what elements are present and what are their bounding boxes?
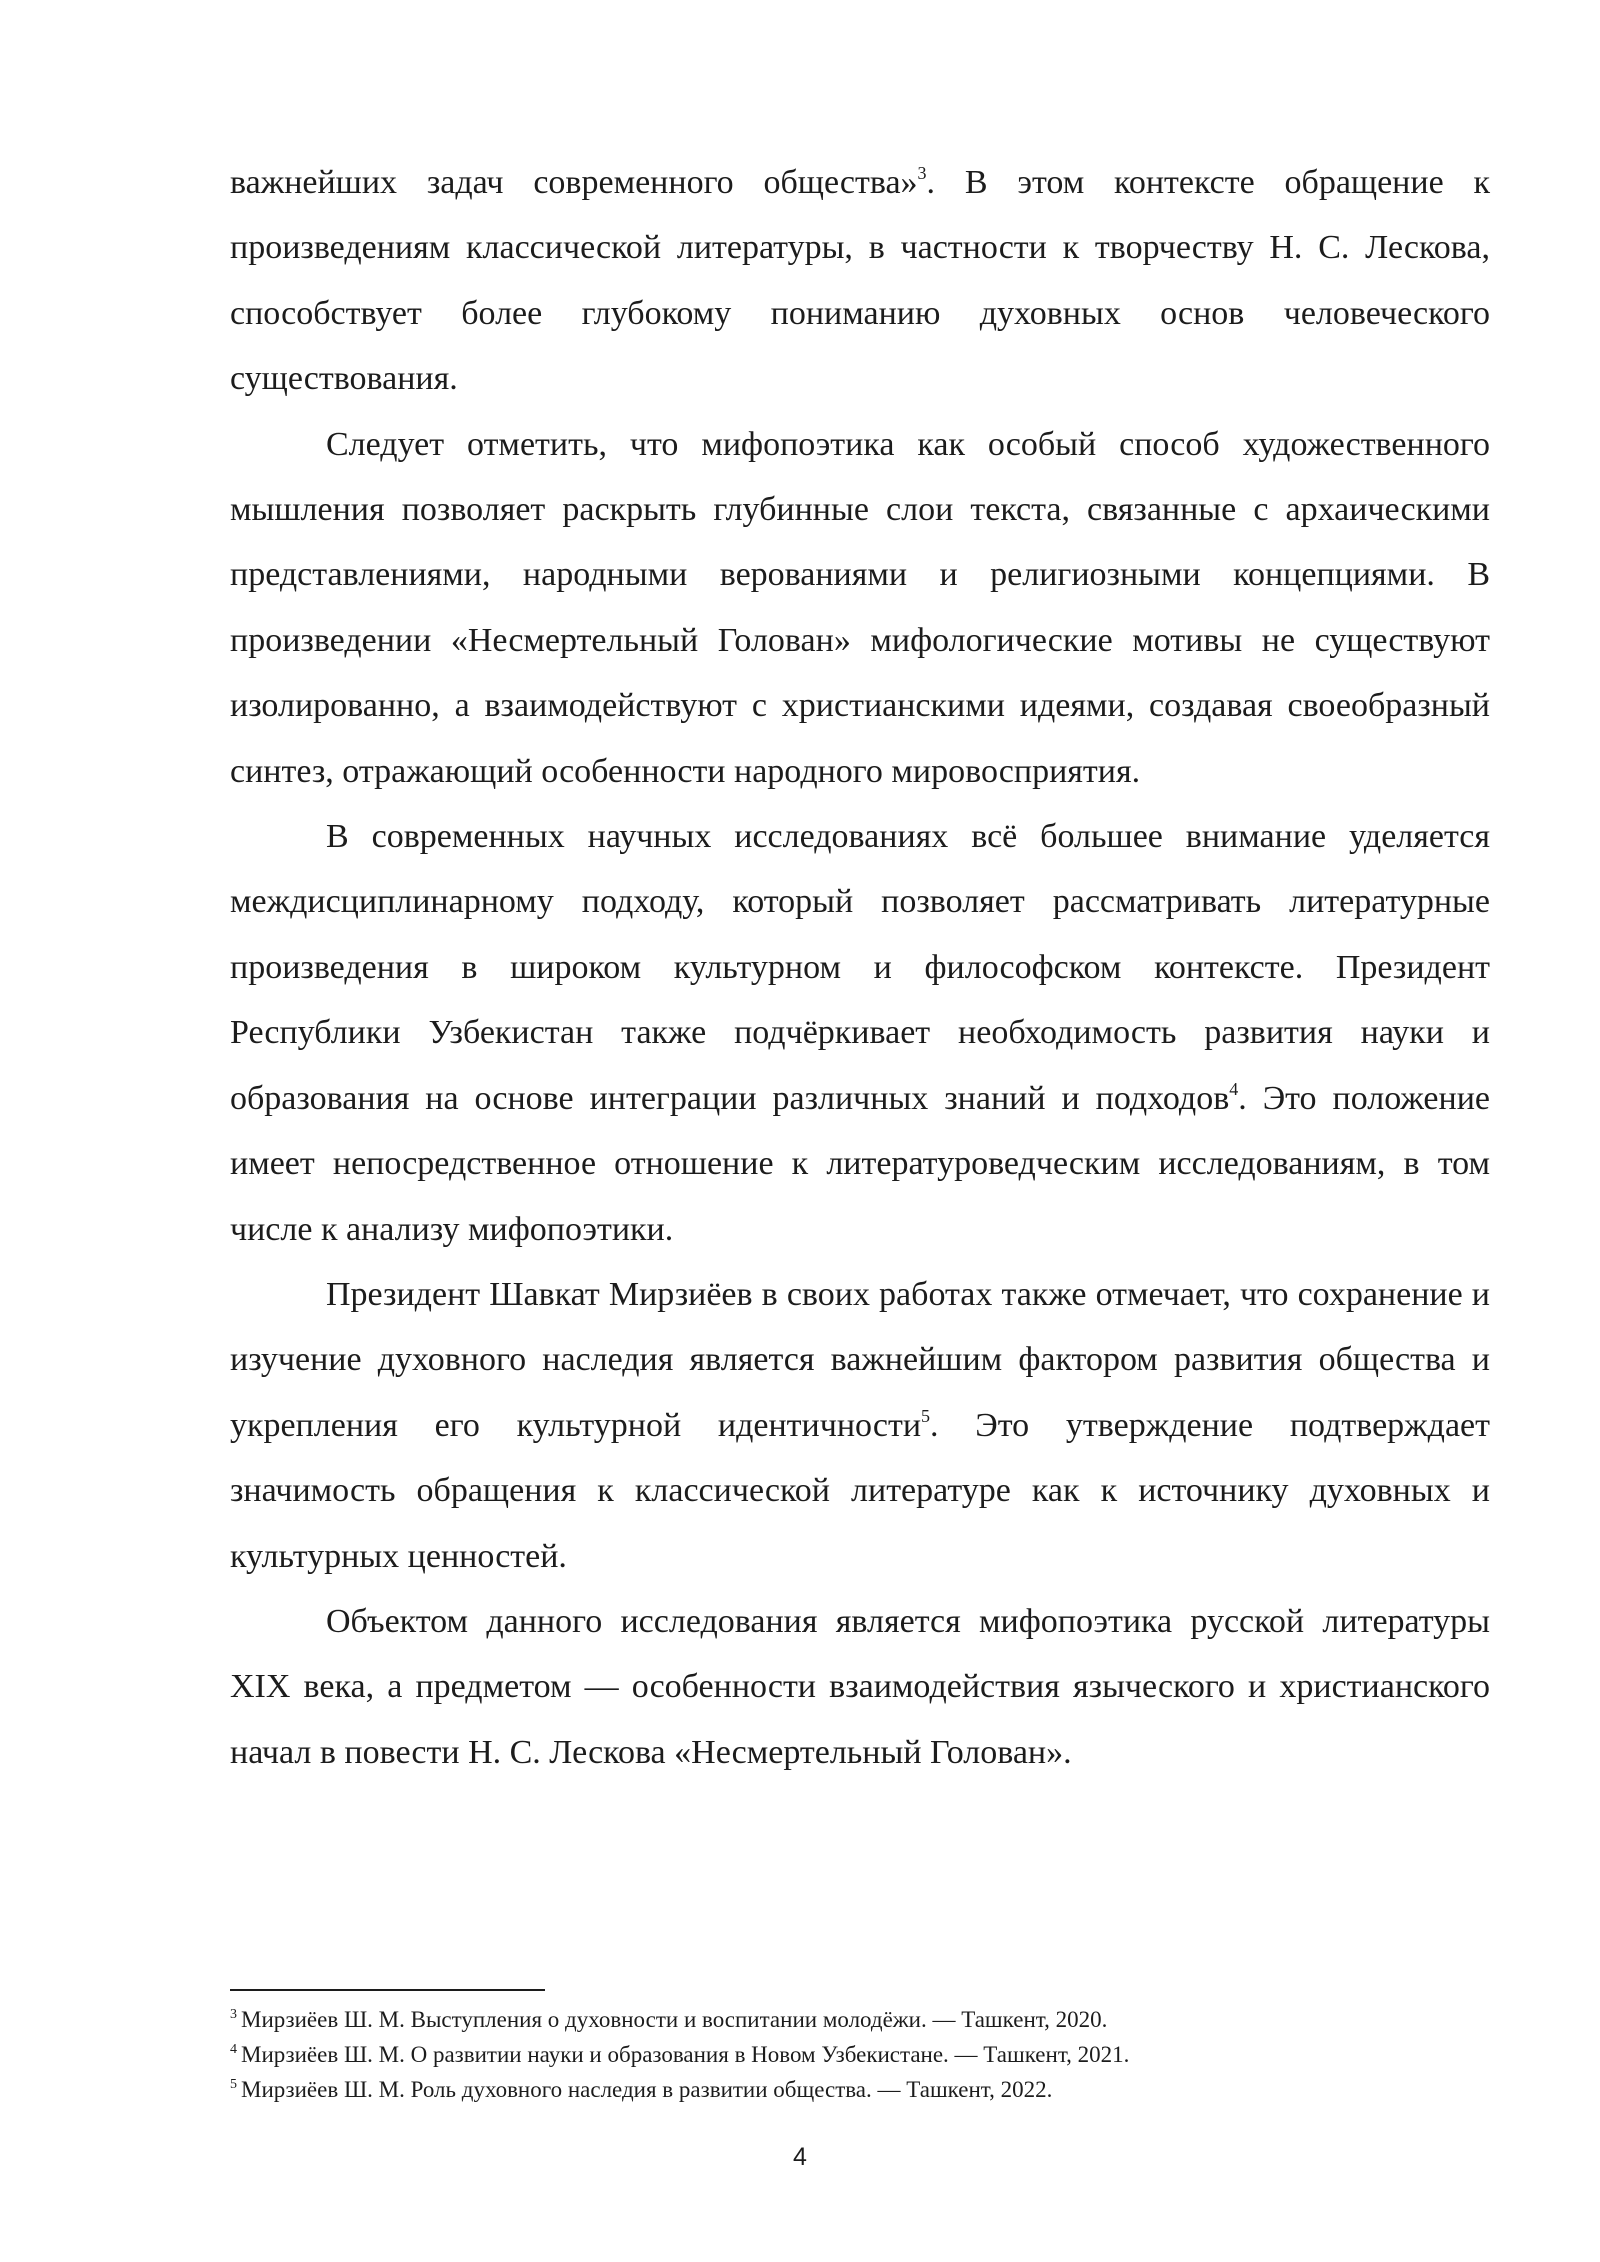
footnote-reference-3: 3	[917, 163, 927, 183]
footnote-separator	[230, 1989, 545, 1991]
paragraph-text: Следует отметить, что мифопоэтика как особый способ художественного мышления позволяет раскрыть глубинные слои текста, связанные с архаическими представлениями, народными верованиями и религиозными концепциями. В произведении «Несмертельный Голован» мифологические мотивы не существуют изолированно, а взаимодействуют с христианскими идеями, создавая своеобразный синтез, отражающий особенности народного мировосприятия.	[230, 425, 1490, 790]
footnote-5	[230, 2074, 1490, 2109]
paragraph-text: . В этом контексте обращение к произведениям классической литературы, в частности к творчеству Н. С. Лескова, способствует более глубокому пониманию духовных основ человеческого существования.	[230, 164, 1490, 398]
footnote-reference-5: 5	[921, 1405, 931, 1426]
body-text	[230, 150, 1490, 1785]
page-number: 4	[793, 2143, 807, 2171]
paragraph-text: . Это утверждение подтверждает значимость обращения к классической литературе как к источнику духовных и культурных ценностей.	[230, 1406, 1490, 1575]
footnote-number: 5	[230, 2077, 237, 2092]
paragraph-text: важнейших задач современного общества»	[230, 164, 918, 201]
footnote-3	[230, 2004, 1490, 2039]
paragraph-text: Объектом данного исследования является мифопоэтика русской литературы XIX века, а предметом — особенности взаимодействия языческого и христианского начал в повести Н. С. Лескова «Несмертельный Голован».	[230, 1602, 1490, 1771]
footnote-4	[230, 2039, 1490, 2074]
paragraph-text: . Это положение имеет непосредственное отношение к литературоведческим исследованиям, в том числе к анализу мифопоэтики.	[230, 1079, 1490, 1248]
footnote-number: 4	[230, 2042, 237, 2057]
paragraph-5	[230, 1589, 1490, 1785]
footnote-text: Мирзиёев Ш. М. Роль духовного наследия в развитии общества. — Ташкент, 2022.	[241, 2077, 1053, 2102]
paragraph-2	[230, 412, 1490, 804]
paragraph-3	[230, 804, 1490, 1262]
footnotes	[230, 2004, 1490, 2109]
paragraph-text: В современных научных исследованиях всё большее внимание уделяется междисциплинарному подходу, который позволяет рассматривать литературные произведения в широком культурном и философском контексте. Президент Республики Узбекистан также подчёркивает необходимость развития науки и образования на основе интеграции различных знаний и подходов	[230, 818, 1490, 1117]
footnote-text: Мирзиёев Ш. М. Выступления о духовности и воспитании молодёжи. — Ташкент, 2020.	[241, 2007, 1108, 2032]
footnote-text: Мирзиёев Ш. М. О развитии науки и образования в Новом Узбекистане. — Ташкент, 2021.	[241, 2042, 1130, 2067]
paragraph-1	[230, 150, 1490, 412]
footnote-number: 3	[230, 2007, 237, 2022]
paragraph-4	[230, 1262, 1490, 1589]
footnote-reference-4: 4	[1229, 1078, 1239, 1099]
paragraph-text: Президент Шавкат Мирзиёев в своих работах также отмечает, что сохранение и изучение духовного наследия является важнейшим фактором развития общества и укрепления его культурной идентичности	[230, 1275, 1490, 1444]
